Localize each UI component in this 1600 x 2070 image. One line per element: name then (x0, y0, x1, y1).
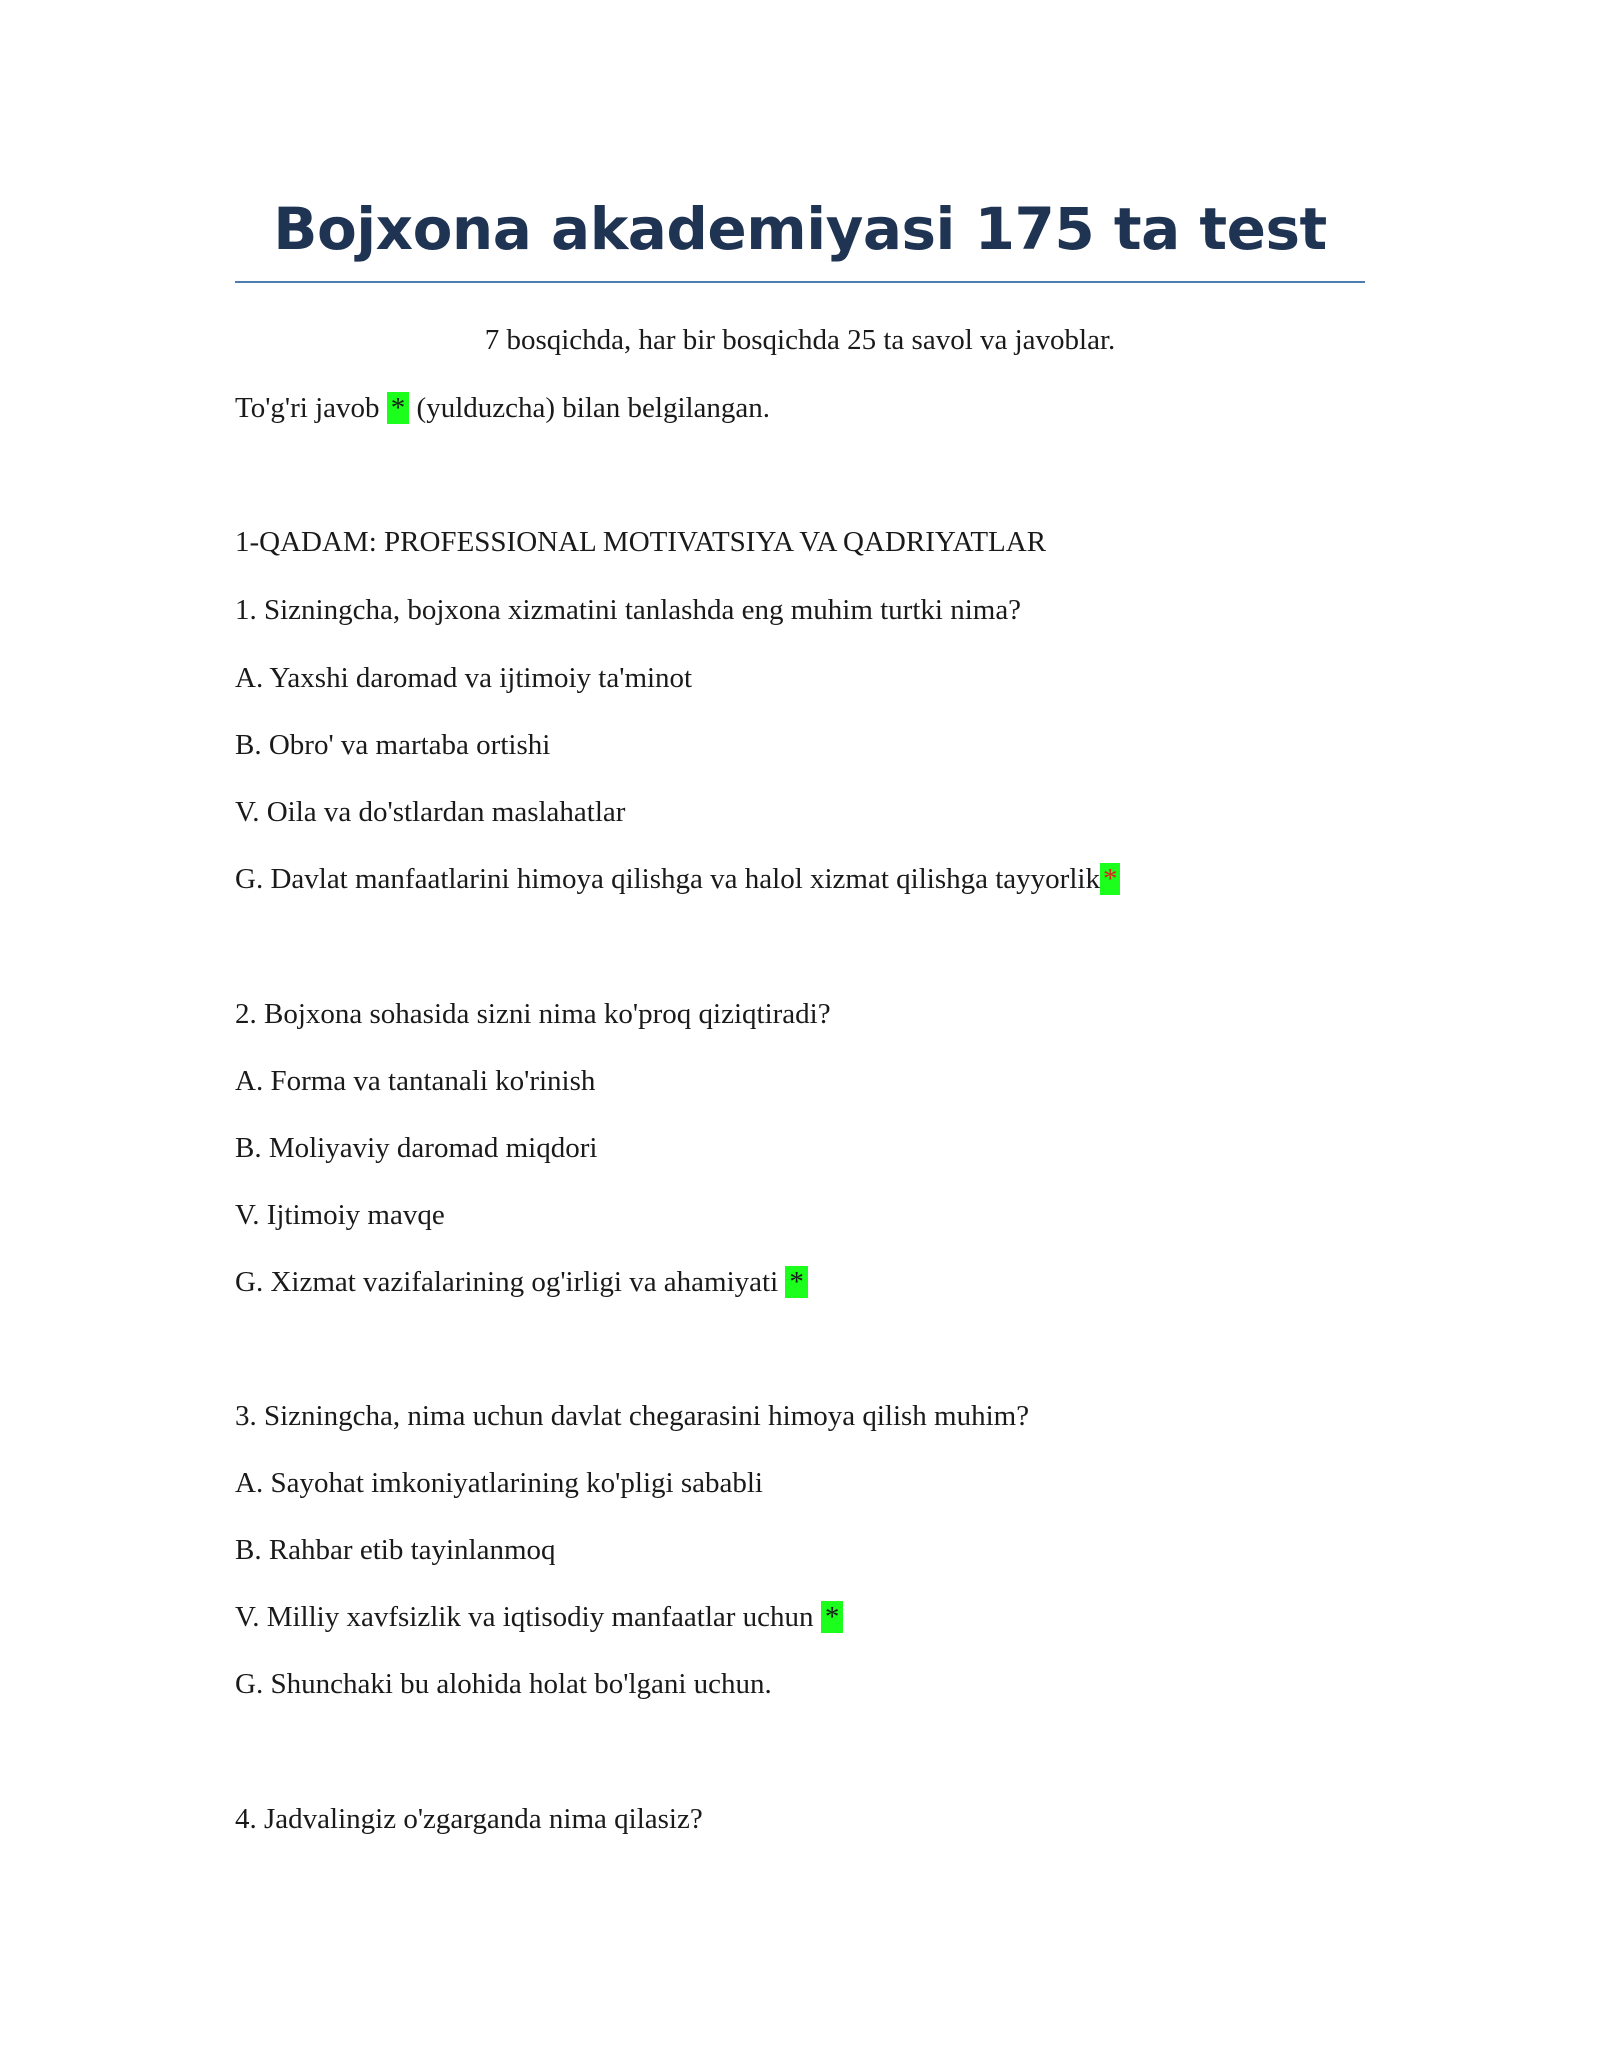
q3-option-v (235, 1597, 843, 1637)
q2-option-g (235, 1262, 808, 1302)
subtitle: 7 bosqichda, har bir bosqichda 25 ta savol va javoblar. (484, 324, 1116, 356)
q2-option-a: A. Forma va tantanali ko'rinish (235, 1065, 596, 1097)
q1-option-b: B. Obro' va martaba ortishi (235, 729, 551, 761)
section-heading: 1-QADAM: PROFESSIONAL MOTIVATSIYA VA QADRIYATLAR (235, 526, 1047, 558)
q2-option-v: V. Ijtimoiy mavqe (235, 1199, 445, 1231)
q2-option-g-text: G. Xizmat vazifalarining og'irligi va ahamiyati (235, 1266, 786, 1298)
q1-correct-marker: * (1100, 863, 1121, 895)
correct-answer-marker: * (387, 392, 410, 424)
question-1: 1. Sizningcha, bojxona xizmatini tanlashda eng muhim turtki nima? (235, 594, 1022, 626)
q1-option-a: A. Yaxshi daromad va ijtimoiy ta'minot (235, 662, 693, 694)
question-2: 2. Bojxona sohasida sizni nima ko'proq qiziqtiradi? (235, 998, 831, 1030)
question-3: 3. Sizningcha, nima uchun davlat chegarasini himoya qilish muhim? (235, 1400, 1030, 1432)
document-title: Bojxona akademiyasi 175 ta test (273, 195, 1327, 263)
q3-option-a: A. Sayohat imkoniyatlarining ko'pligi sababli (235, 1467, 763, 1499)
q2-correct-marker: * (785, 1266, 808, 1298)
q3-option-b: B. Rahbar etib tayinlanmoq (235, 1534, 556, 1566)
q2-option-b: B. Moliyaviy daromad miqdori (235, 1132, 598, 1164)
q3-option-g: G. Shunchaki bu alohida holat bo'lgani uchun. (235, 1668, 772, 1700)
q3-correct-marker: * (821, 1601, 844, 1633)
q1-option-g-text: G. Davlat manfaatlarini himoya qilishga va halol xizmat qilishga tayyorlik (235, 863, 1100, 895)
q3-option-v-text: V. Milliy xavfsizlik va iqtisodiy manfaatlar uchun (235, 1601, 821, 1633)
legend-text-before: To'g'ri javob (235, 392, 387, 424)
legend-text-after: (yulduzcha) bilan belgilangan. (409, 392, 771, 424)
q1-option-g (235, 859, 1120, 899)
q1-option-v: V. Oila va do'stlardan maslahatlar (235, 796, 626, 828)
question-4: 4. Jadvalingiz o'zgarganda nima qilasiz? (235, 1803, 703, 1835)
legend-line (235, 388, 770, 428)
title-underline (235, 281, 1365, 283)
